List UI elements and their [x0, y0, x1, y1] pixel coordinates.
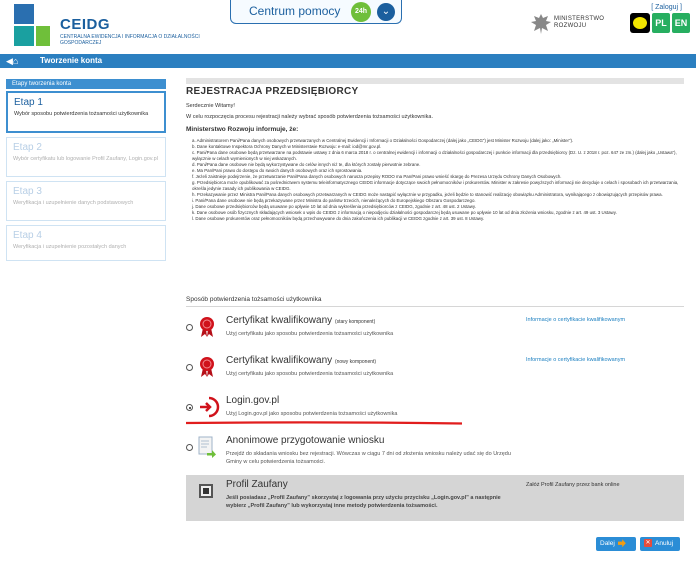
radio-login-gov[interactable] [186, 404, 193, 411]
sidebar-step-4 [6, 225, 166, 261]
option-title [226, 355, 376, 366]
next-button[interactable] [596, 537, 636, 551]
close-icon: ✕ [645, 540, 651, 547]
option-trusted-profile [186, 475, 684, 521]
ministry-name [554, 16, 604, 30]
trusted-profile-icon [198, 481, 216, 503]
option-title-text: Certyfikat kwalifikowany [226, 315, 333, 326]
certificate-info-link[interactable]: Informacje o certyfikacie kwalifikowanym [526, 317, 626, 323]
option-note: (nowy komponent) [334, 359, 377, 365]
list-item: a. Administratorem Pani/Pana danych osobowych przetwarzanych w Centralnej Ewidencji i Informacji o Działalności Gospodarczej (dalej jako „CEIDG”) jest Minister Rozwoju (dalej jako: „Minister”). [192, 138, 574, 143]
content-top-divider [186, 78, 684, 84]
option-note: (stary komponent) [334, 319, 376, 325]
ceidg-logo[interactable] [14, 4, 200, 48]
red-underline-mark [186, 421, 462, 425]
help-center-button[interactable] [230, 0, 402, 24]
list-item: b. Dane kontaktowe Inspektora Ochrony Danych w Ministerstwie Rozwoju: e-mail: iod@mr.gov.pl. [192, 144, 382, 149]
logo-square-teal [14, 26, 34, 46]
radio-certificate-old[interactable] [186, 324, 193, 331]
option-title [226, 315, 375, 326]
step-desc: Weryfikacja i uzupełnienie danych podstawowych [13, 200, 134, 206]
method-heading: Sposób potwierdzenia tożsamości użytkownika [186, 296, 322, 303]
accessibility-eye-icon[interactable] [630, 13, 650, 33]
step-title: Etap 2 [13, 142, 42, 153]
toolbar [0, 54, 696, 68]
list-item: l. Dane osobowe prokurentów oraz pełnomocników będą przechowywane do dnia zakończenia ich publikacji w CEIDG zgodnie z art. 39 ust. 8 Ustawy. [192, 216, 485, 221]
option-title-text: Certyfikat kwalifikowany [226, 355, 333, 366]
list-item: d. Pani/Pana dane osobowe nie będą wykorzystywane do celów innych niż te, dla których zostały pierwotnie zebrane. [192, 162, 421, 167]
option-desc: Przejdź do składania wniosku bez rejestracji. Wówczas w ciągu 7 dni od złożenia wniosku należy udać się do Urzędu Gminy w celu potwierdzenia tożsamości. [226, 451, 511, 465]
home-icon[interactable]: ◀⌂ [6, 56, 19, 66]
logo-square-blue [14, 4, 34, 24]
option-desc: Użyj Login.gov.pl jako sposobu potwierdzenia tożsamości użytkownika [226, 411, 398, 417]
toolbar-title: Tworzenie konta [40, 56, 103, 65]
list-item: k. Dane osobowe osób fizycznych składających wniosek o wpis do CEIDG z informacją o niepodjęciu działalności gospodarczej będą usuwane po upływie 10 lat od dnia złożenia wniosku, zgodnie z art. 49 ust. 3 Ustawy. [192, 210, 617, 215]
option-anonymous[interactable] [186, 434, 684, 474]
help-24h-icon: 24h [351, 2, 371, 22]
step-title: Etap 4 [13, 230, 42, 241]
radio-certificate-new[interactable] [186, 364, 193, 371]
certificate-seal-icon [198, 356, 216, 378]
list-item: i. Pani/Pana dane osobowe nie będą przekazywane przez Ministra do państw trzecich, nienależących do Europejskiego Obszaru Gospodarczego. [192, 198, 476, 203]
option-certificate-old[interactable] [186, 314, 684, 344]
login-link[interactable]: [ Zaloguj ] [651, 4, 682, 11]
sidebar-step-1[interactable] [6, 91, 166, 133]
option-desc: Jeśli posiadasz „Profil Zaufany” skorzystaj z logowania przy użyciu przycisku „Login.gov.pl” a następnie wybierz „Profil Zaufany” lub wykorzystaj inne metody potwierdzenia tożsamości. [226, 495, 501, 509]
lang-en-button[interactable]: EN [672, 13, 690, 33]
list-item: h. Przekazywanie przez Ministra Pani/Pana danych osobowych przetwarzanych w CEIDG może nastąpić wyłącznie w przypadku, jeżeli będzie to stanowić realizację obowiązku Administratora, wynikającego z obowiązujących przepisów prawa. [192, 192, 663, 197]
step-desc: Weryfikacja i uzupełnienie pozostałych danych [13, 244, 127, 250]
radio-anonymous[interactable] [186, 444, 193, 451]
ministry-logo[interactable] [530, 12, 624, 38]
option-desc: Użyj certyfikatu jako sposobu potwierdzenia tożsamości użytkownika [226, 371, 394, 377]
chevron-down-icon[interactable]: ⌄ [377, 3, 395, 21]
next-label: Dalej [600, 540, 615, 547]
greeting-text: Serdecznie Witamy! [186, 103, 235, 109]
option-title: Login.gov.pl [226, 395, 280, 406]
lang-pl-button[interactable]: PL [652, 13, 670, 33]
step-desc: Wybór certyfikatu lub logowanie Profil Zaufany, Login.gov.pl [13, 156, 158, 162]
list-item: c. Pani/Pana dane osobowe będą przetwarzane na podstawie ustawy z dnia 6 marca 2018 r. o centralnej ewidencji i informacji o działalności gospodarczej i punkcie informacji dla przedsiębiorcy (Dz. U. z 2018 r. poz. 647 ze zm.) (dalej jako „Ustawa”), wyłącznie w celach wymienionych w niej wskazanych. [192, 150, 677, 161]
header [0, 0, 696, 52]
intro-text: W celu rozpoczęcia procesu rejestracji należy wybrać sposób potwierdzenia tożsamości użytkownika. [186, 114, 433, 120]
cancel-label: Anuluj [655, 540, 674, 547]
arrow-right-icon [618, 539, 626, 547]
list-item: e. Ma Pan/Pani prawo do dostępu do swoich danych osobowych oraz ich sprostowania. [192, 168, 363, 173]
login-arrow-icon [198, 396, 220, 418]
list-item: f. Jeżeli zaistnieje podejrzenie, że przetwarzanie Pani/Pana danych osobowych narusza przepisy RODO ma Pan/Pani prawo wnieść skargę do Prezesa Urzędu Ochrony Danych Osobowych. [192, 174, 562, 179]
sidebar [6, 79, 166, 261]
sidebar-step-3 [6, 181, 166, 221]
list-item: g. Przedsiębiorca może opublikować za pośrednictwem systemu teleinformatycznego CEIDG informacje dotyczące swoich pełnomocników i prokurentów. Minister w zakresie powyższych informacji nie decyduje o celach i sposobach ich przetwarzania, określa jedynie zasady ich publikowania w CEIDG. [192, 180, 679, 191]
logo-name: CEIDG [60, 16, 111, 33]
info-list [192, 138, 682, 222]
logo-subtitle: CENTRALNA EWIDENCJA I INFORMACJA O DZIAŁALNOŚCI GOSPODARCZEJ [60, 34, 200, 46]
option-desc: Użyj certyfikatu jako sposobu potwierdzenia tożsamości użytkownika [226, 331, 394, 337]
ministry-line2: ROZWOJU [554, 23, 587, 29]
certificate-info-link[interactable]: Informacje o certyfikacie kwalifikowanym [526, 357, 626, 363]
option-certificate-new[interactable] [186, 354, 684, 384]
step-title: Etap 3 [13, 186, 42, 197]
method-divider [186, 306, 684, 307]
document-arrow-icon [198, 436, 216, 458]
logo-square-green [36, 26, 50, 46]
page-title: REJESTRACJA PRZEDSIĘBIORCY [186, 86, 359, 97]
option-title: Profil Zaufany [226, 479, 288, 490]
step-desc: Wybór sposobu potwierdzenia tożsamości użytkownika [14, 111, 149, 117]
ministry-line1: MINISTERSTWO [554, 16, 605, 22]
eagle-emblem-icon [530, 12, 552, 36]
step-title: Etap 1 [14, 97, 43, 108]
sidebar-step-2 [6, 137, 166, 177]
sidebar-heading: Etapy tworzenia konta [6, 79, 166, 89]
ministry-heading: Ministerstwo Rozwoju informuje, że: [186, 126, 299, 133]
option-title: Anonimowe przygotowanie wniosku [226, 435, 385, 446]
certificate-seal-icon [198, 316, 216, 338]
help-center-label: Centrum pomocy [249, 4, 341, 18]
trusted-profile-bank-link[interactable]: Załóż Profil Zaufany przez bank online [526, 482, 620, 488]
cancel-button[interactable] [640, 537, 680, 551]
list-item: j. Dane osobowe przedsiębiorców będą usuwane po upływie 10 lat od dnia wykreślenia przedsiębiorców z CEIDG, zgodnie z art. 48 ust. 2 Ustawy. [192, 204, 476, 209]
